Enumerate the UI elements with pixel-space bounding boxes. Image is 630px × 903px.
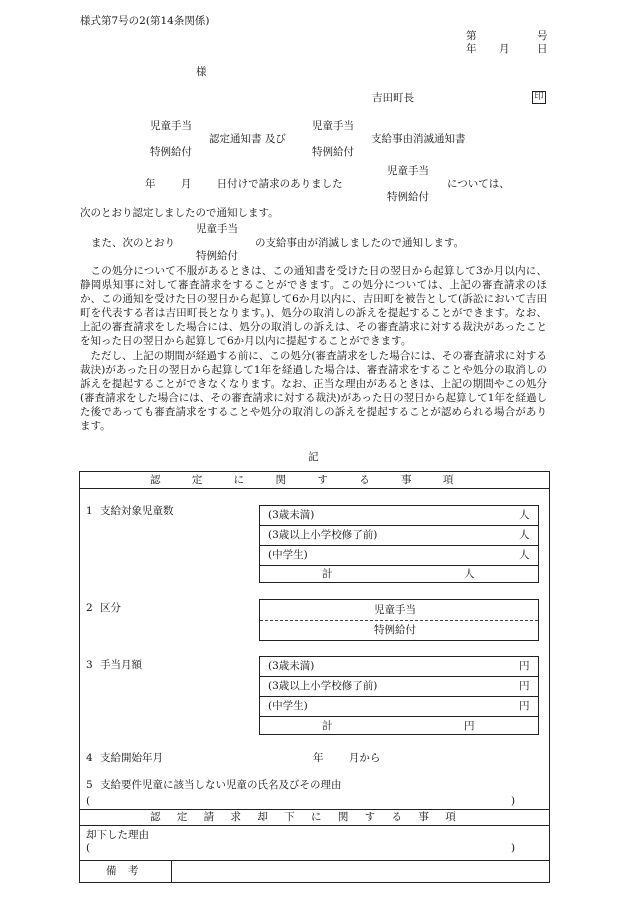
issuer-name: 吉田町長 <box>372 92 414 104</box>
item-1-label: 1 支給対象児童数 <box>86 505 174 517</box>
intro-date-line: 年 月 日付けで請求のありました <box>145 178 343 190</box>
intro-line-3-head: また、次のとおり <box>91 237 175 249</box>
divider <box>259 525 539 526</box>
reject-paren-close: ) <box>511 842 516 854</box>
item-3-row-label: (3歳以上小学校修了前) <box>268 680 378 692</box>
title-middle-a: 認定通知書 及び <box>209 133 286 145</box>
form-number: 様式第7号の2(第14条関係) <box>80 15 210 27</box>
divider <box>79 860 550 861</box>
title-option-bottom-a: 特例給付 <box>150 146 192 158</box>
title-option-bottom-b: 特例給付 <box>312 146 354 158</box>
item-3-row-unit: 円 <box>519 700 530 712</box>
item-1-row-label: (中学生) <box>268 549 308 561</box>
item-3-row-label: (3歳未満) <box>268 660 315 672</box>
intro-option-top-2: 児童手当 <box>196 223 238 235</box>
notice-paragraph-1: この処分について不服があるときは、この通知書を受けた日の翌日から起算して3か月以内に、静岡県知事に対して審査請求をすることができます。この処分については、上記の審査請求のほか、この通知を受けた日の翌日から起算して6か月以内に、吉田町を被告として(訴訟において吉田町を代表する者は吉田町長となります。)、処分の取消しの訴えを提起することができます。なお、上記の審査請求をした場合には、処分の取消しの訴えは、その審査請求に対する裁決があったことを知った日の翌日から起算して6か月以内に提起することができます。 <box>80 265 547 348</box>
item-5-paren-open: ( <box>86 795 91 807</box>
item-5-paren-close: ) <box>511 795 516 807</box>
item-1-row-label: (3歳以上小学校修了前) <box>268 529 378 541</box>
date-month-label: 月 <box>499 43 510 55</box>
item-3-total-label: 計 <box>322 720 333 732</box>
reject-reason-label: 却下した理由 <box>86 829 149 841</box>
divider <box>79 809 550 810</box>
intro-line-2: 次のとおり認定しましたので通知します。 <box>80 207 279 219</box>
item-1-row-unit: 人 <box>519 549 530 561</box>
item-3-row-unit: 円 <box>519 660 530 672</box>
item-2-label: 2 区分 <box>86 602 122 614</box>
item-3-label: 3 手当月額 <box>86 659 143 671</box>
recipient-honorific: 様 <box>196 66 207 78</box>
seal-mark: 印 <box>532 91 546 104</box>
item-3-total-unit: 円 <box>464 720 475 732</box>
intro-line-3-tail: の支給事由が消滅しましたので通知します。 <box>255 237 465 249</box>
divider <box>259 545 539 546</box>
document-number-prefix: 第 <box>466 30 477 42</box>
item-1-total-label: 計 <box>322 568 333 580</box>
divider <box>259 716 539 717</box>
section-heading-rejection: 認 定 請 求 却 下 に 関 す る 事 項 <box>150 811 456 823</box>
intro-option-bottom-2: 特例給付 <box>196 250 238 262</box>
item-2-option-2: 特例給付 <box>374 624 416 636</box>
intro-option-top: 児童手当 <box>387 165 429 177</box>
item-1-row-unit: 人 <box>519 509 530 521</box>
notice-paragraph-2: ただし、上記の期間が経過する前に、この処分(審査請求をした場合には、その審査請求に対する裁決)があった日の翌日から起算して1年を経過した場合は、審査請求をすることや処分の取消しの訴えを提起することができなくなります。なお、正当な理由があるときは、上記の期間やこの処分(審査請求をした場合には、その審査請求に対する裁決)があった日の翌日から起算して1年を経過した後であっても審査請求をすることや処分の取消しの訴えを提起することが認められる場合があります。 <box>80 349 547 433</box>
item-1-row-label: (3歳未満) <box>268 509 315 521</box>
dashed-divider <box>260 620 538 621</box>
item-3-row-label: (中学生) <box>268 700 308 712</box>
item-3-row-unit: 円 <box>519 680 530 692</box>
title-option-top-a: 児童手当 <box>150 120 192 132</box>
item-1-row-unit: 人 <box>519 529 530 541</box>
divider <box>171 860 172 882</box>
title-middle-b: 支給事由消滅通知書 <box>371 133 466 145</box>
divider <box>79 488 550 489</box>
item-4-label: 4 支給開始年月 <box>86 752 164 764</box>
divider <box>259 676 539 677</box>
divider <box>79 825 550 826</box>
intro-option-bottom: 特例給付 <box>387 191 429 203</box>
ki-heading: 記 <box>308 451 319 463</box>
item-5-label: 5 支給要件児童に該当しない児童の氏名及びその理由 <box>86 779 342 791</box>
date-day-label: 日 <box>537 43 548 55</box>
reject-paren-open: ( <box>86 842 91 854</box>
title-option-top-b: 児童手当 <box>312 120 354 132</box>
date-year-label: 年 <box>466 43 477 55</box>
intro-tail: については、 <box>447 178 510 190</box>
divider <box>259 565 539 566</box>
document-number-suffix: 号 <box>537 30 548 42</box>
section-heading-approval: 認 定 に 関 す る 事 項 <box>150 474 454 486</box>
remarks-label: 備 考 <box>106 865 139 877</box>
item-2-option-1: 児童手当 <box>374 604 416 616</box>
item-4-value: 年 月から <box>313 752 381 764</box>
notice-paragraphs <box>80 264 547 433</box>
divider <box>259 696 539 697</box>
item-1-total-unit: 人 <box>464 568 475 580</box>
